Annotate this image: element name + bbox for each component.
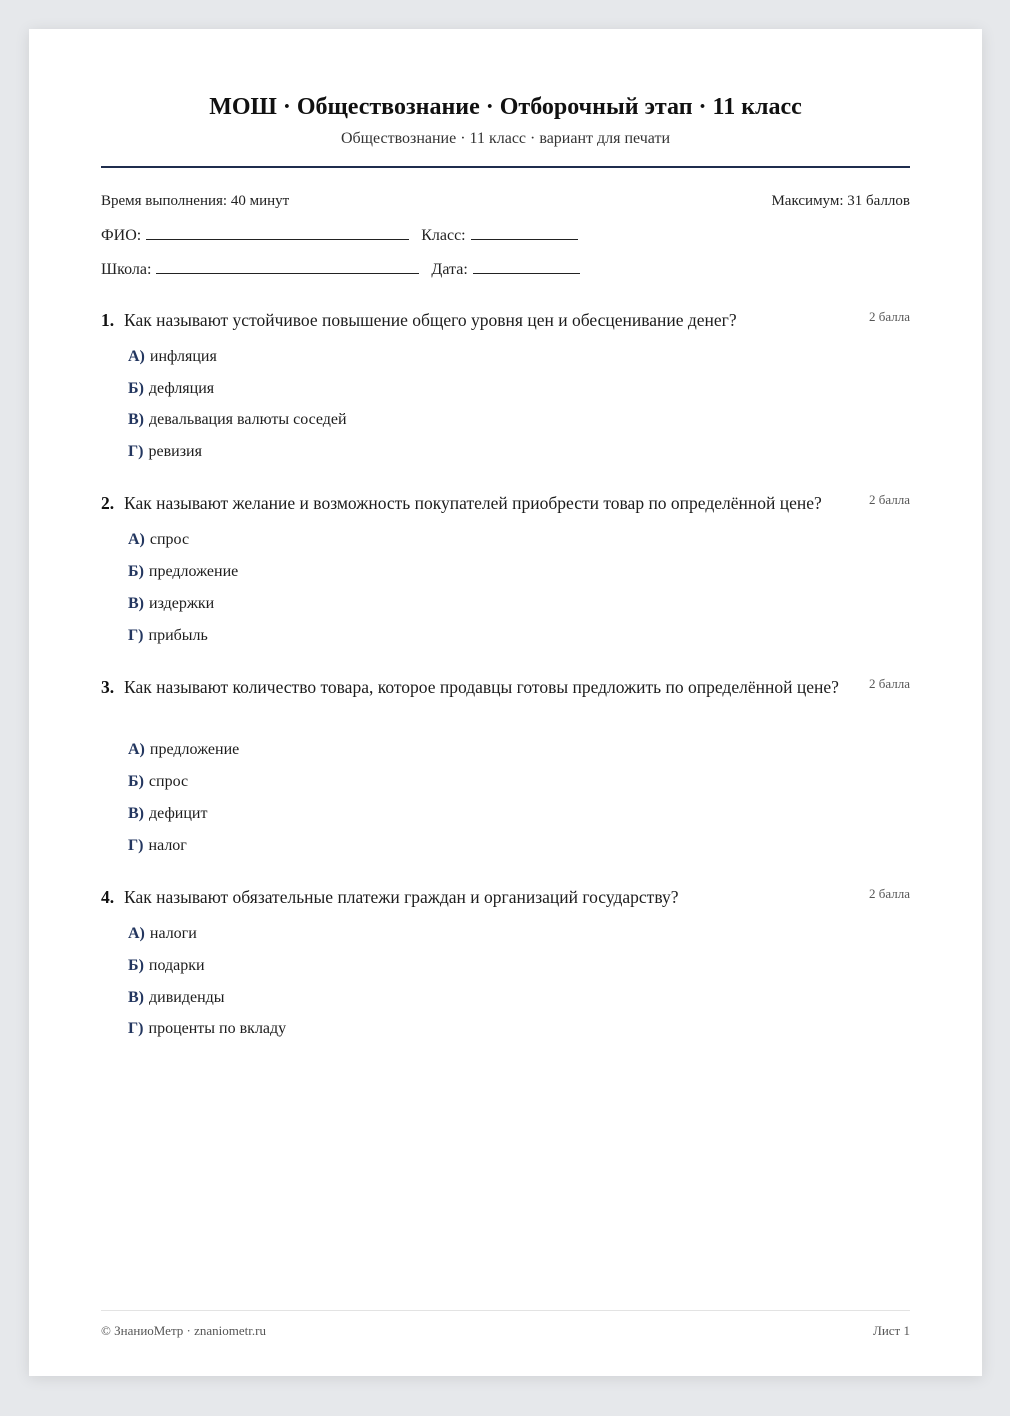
option-text: дивиденды [149,989,225,1006]
footer-copyright: © ЗнаниоМетр · znaniometr.ru [101,1323,266,1338]
option-b[interactable] [128,773,188,791]
option-d[interactable] [128,443,202,461]
option-d[interactable] [128,837,187,855]
option-d[interactable] [128,627,208,645]
fio-label: ФИО: [101,227,142,244]
question-2 [101,490,910,644]
fio-field[interactable] [146,225,409,240]
exam-sheet [29,29,982,1376]
option-text: спрос [148,773,189,790]
school-field[interactable] [156,259,419,274]
question-1 [101,307,910,460]
meta-row [101,193,910,210]
option-text: предложение [148,563,239,580]
option-text: налог [148,837,187,854]
option-text: прибыль [148,627,208,644]
question-text: Как называют количество товара, которое продавцы готовы предложить по определённой цене? [124,677,839,697]
option-letter: В) [128,595,144,612]
option-letter: Б) [128,380,144,397]
option-letter: Г) [128,627,144,644]
option-letter: В) [128,989,144,1006]
option-text: проценты по вкладу [148,1020,287,1037]
date-label: Дата: [431,261,468,278]
fio-class-row [101,225,590,245]
question-header [101,884,910,911]
option-letter: Б) [128,773,144,790]
option-c[interactable] [128,411,347,429]
question-number: 4. [101,887,115,907]
option-letter: В) [128,805,144,822]
option-letter: А) [128,348,145,365]
option-a[interactable] [128,348,217,366]
option-letter: Г) [128,1020,144,1037]
option-letter: Г) [128,837,144,854]
school-date-row [101,259,592,279]
max-score: Максимум: 31 баллов [771,193,910,209]
option-letter: А) [128,531,145,548]
option-a[interactable] [128,741,239,759]
question-number: 3. [101,677,115,697]
question-header [101,490,910,517]
option-letter: В) [128,411,144,428]
question-text: Как называют желание и возможность покупателей приобрести товар по определённой цене? [124,493,822,513]
class-label: Класс: [421,227,466,244]
time-limit: Время выполнения: 40 минут [101,193,290,209]
option-d[interactable] [128,1020,286,1038]
header-divider [101,166,910,168]
question-points: 2 балла [869,886,910,901]
question-4 [101,884,910,1037]
question-number: 2. [101,493,115,513]
school-label: Школа: [101,261,152,278]
option-letter: Г) [128,443,144,460]
page-subtitle: Обществознание · 11 класс · вариант для печати [340,130,671,147]
option-c[interactable] [128,595,214,613]
option-text: подарки [148,957,205,974]
option-text: предложение [149,741,240,758]
date-field[interactable] [473,259,580,274]
option-letter: Б) [128,563,144,580]
option-a[interactable] [128,531,189,549]
question-points: 2 балла [869,676,910,691]
question-points: 2 балла [869,309,910,324]
option-text: инфляция [149,348,217,365]
option-c[interactable] [128,805,207,823]
option-a[interactable] [128,925,197,943]
option-text: спрос [149,531,190,548]
question-points: 2 балла [869,492,910,507]
question-text: Как называют обязательные платежи граждан и организаций государству? [124,887,679,907]
option-letter: Б) [128,957,144,974]
option-letter: А) [128,741,145,758]
option-text: ревизия [148,443,202,460]
option-letter: А) [128,925,145,942]
option-c[interactable] [128,989,225,1007]
question-number: 1. [101,310,115,330]
question-text: Как называют устойчивое повышение общего уровня цен и обесценивание денег? [124,310,737,330]
question-header [101,307,910,334]
option-text: издержки [149,595,215,612]
footer-page-number: Лист 1 [873,1323,910,1338]
question-3 [101,674,910,854]
option-text: девальвация валюты соседей [149,411,347,428]
footer-divider [101,1310,910,1311]
page-title: МОШ · Обществознание · Отборочный этап · 11 класс [209,94,802,120]
question-header [101,674,910,701]
option-text: налоги [149,925,197,942]
class-field[interactable] [471,225,578,240]
option-b[interactable] [128,563,238,581]
option-b[interactable] [128,380,214,398]
option-b[interactable] [128,957,205,975]
option-text: дефляция [148,380,215,397]
option-text: дефицит [149,805,208,822]
